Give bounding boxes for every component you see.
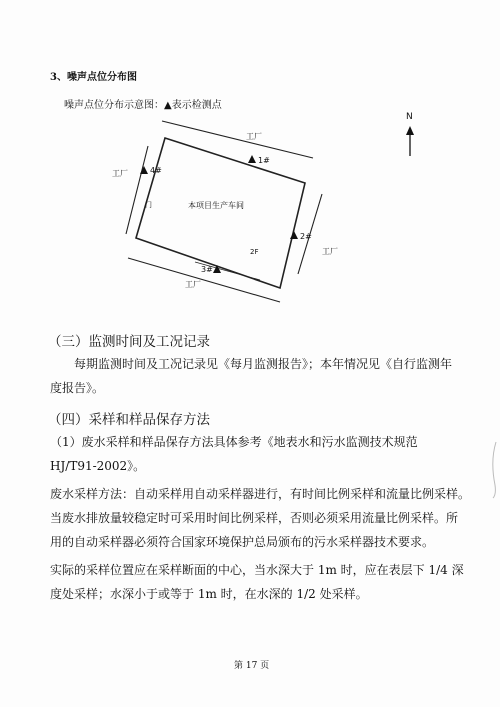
north-arrow-head (406, 126, 414, 135)
scan-mark (490, 440, 498, 500)
label-point-2: 2# (300, 232, 312, 241)
point-4-marker (140, 166, 148, 174)
label-building: 本项目生产车间 (188, 201, 244, 210)
sampling-p2-line-3: 用的自动采样器必须符合国家环境保护总局颁布的污水采样器技术要求。 (50, 535, 435, 549)
monitoring-para-line-2: 度报告》。 (50, 381, 105, 395)
monitoring-para-line-1: 每期监测时间及工况记录见《每月监测报告》；本年情况见《自行监测年 (74, 357, 453, 371)
point-2-marker (290, 231, 298, 239)
building-outline (136, 138, 305, 288)
section-3-title: 3、噪声点位分布图 (50, 72, 137, 83)
monitoring-heading: （三）监测时间及工况记录 (48, 334, 210, 350)
label-factory-right: 工厂 (322, 247, 338, 256)
road-line-top (162, 121, 313, 158)
label-point-1: 1# (258, 156, 270, 165)
label-factory-top: 工厂 (246, 132, 262, 141)
label-factory-left: 工厂 (112, 169, 128, 178)
label-gate: 门 (145, 201, 152, 209)
label-factory-bottom: 工厂 (185, 280, 201, 289)
label-north: N (406, 112, 413, 122)
label-point-4: 4# (150, 166, 162, 175)
sampling-heading: （四）采样和样品保存方法 (48, 412, 210, 428)
sampling-item1-line-1: （1）废水采样和样品保存方法具体参考《地表水和污水监测技术规范 (50, 435, 418, 449)
noise-point-diagram (100, 108, 430, 308)
diagram-caption: 噪声点位分布示意图：▲表示检测点 (64, 100, 222, 111)
label-point-3: 3# (201, 265, 213, 274)
sampling-p3-line-1: 实际的采样位置应在采样断面的中心，当水深大于 1m 时，应在表层下 1/4 深 (50, 563, 464, 577)
road-line-left (126, 146, 148, 234)
point-1-marker (248, 155, 256, 163)
sampling-item1-line-2: HJ/T91-2002》。 (50, 459, 146, 473)
label-floor: 2F (250, 248, 259, 256)
sampling-p3-line-2: 度处采样；水深小于或等于 1m 时，在水深的 1/2 处采样。 (50, 587, 368, 601)
sampling-p2-line-1: 废水采样方法：自动采样用自动采样器进行，有时间比例采样和流量比例采样。 (50, 487, 471, 501)
page-number: 第 17 页 (234, 661, 270, 671)
sampling-p2-line-2: 当废水排放量较稳定时可采用时间比例采样，否则必须采用流量比例采样。所 (50, 511, 459, 525)
